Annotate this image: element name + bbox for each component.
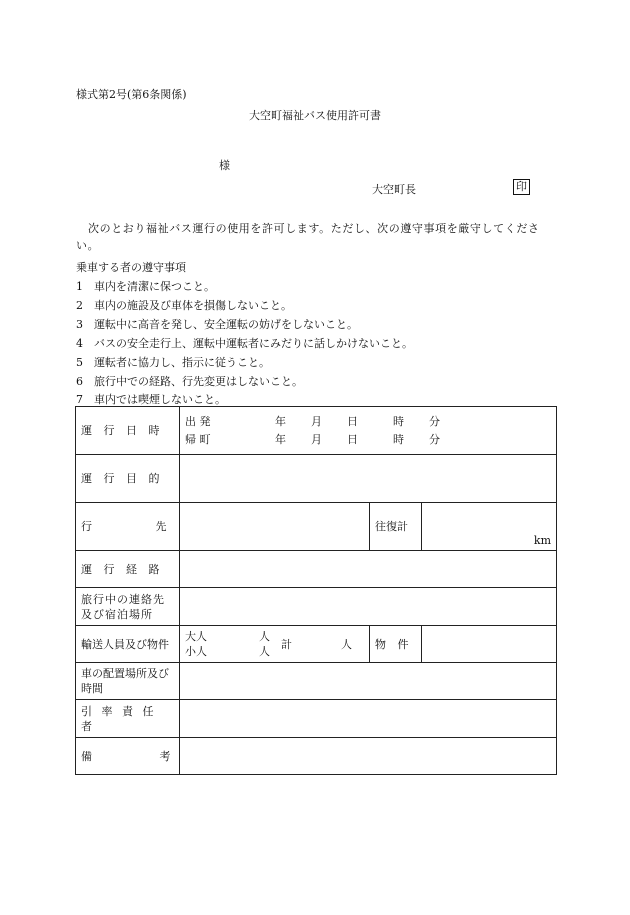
row-operation-datetime <box>76 407 557 455</box>
contact-label: 旅行中の連絡先及び宿泊場所 <box>76 588 180 626</box>
month-unit: 月 <box>311 433 322 446</box>
contact-field[interactable] <box>180 588 557 626</box>
day-unit: 日 <box>347 415 358 428</box>
row-transport <box>76 626 557 663</box>
transport-field[interactable] <box>180 626 370 663</box>
children-label: 小人 <box>185 645 207 658</box>
purpose-label: 運 行 目 的 <box>76 455 180 503</box>
vehicle-place-field[interactable] <box>180 663 557 700</box>
row-route <box>76 551 557 588</box>
year-unit: 年 <box>275 433 286 446</box>
minute-unit: 分 <box>429 433 440 446</box>
row-leader <box>76 700 557 738</box>
total-label: 計 <box>281 637 292 651</box>
remarks-label: 備 考 <box>76 738 180 775</box>
return-label: 帰 町 <box>185 433 211 446</box>
row-remarks <box>76 738 557 775</box>
year-unit: 年 <box>275 415 286 428</box>
rules-heading: 乗車する者の遵守事項 <box>76 261 186 274</box>
row-vehicle-place <box>76 663 557 700</box>
vehicle-place-label: 車の配置場所及び時間 <box>76 663 180 700</box>
row-destination <box>76 503 557 551</box>
purpose-field[interactable] <box>180 455 557 503</box>
operation-datetime-label: 運 行 日 時 <box>76 407 180 455</box>
goods-label: 物 件 <box>370 626 422 663</box>
rule-item: 4 バスの安全走行上、運転中運転者にみだりに話しかけないこと。 <box>76 337 413 350</box>
application-table <box>75 406 557 775</box>
round-trip-field[interactable] <box>422 503 557 551</box>
person-unit: 人 <box>341 637 352 651</box>
hour-unit: 時 <box>393 433 404 446</box>
row-purpose <box>76 455 557 503</box>
leader-label: 引 率 責 任 者 <box>76 700 180 738</box>
transport-label: 輸送人員及び物件 <box>76 626 180 663</box>
intro-text: 次のとおり福祉バス運行の使用を許可します。ただし、次の遵守事項を厳守してください。 <box>76 222 540 252</box>
rule-item: 6 旅行中での経路、行先変更はしないこと。 <box>76 375 303 388</box>
issuer-name: 大空町長 <box>372 183 416 196</box>
operation-datetime-field[interactable] <box>180 407 557 455</box>
hour-unit: 時 <box>393 415 404 428</box>
person-unit: 人 <box>259 645 270 658</box>
day-unit: 日 <box>347 433 358 446</box>
month-unit: 月 <box>311 415 322 428</box>
round-trip-label: 往復計 <box>370 503 422 551</box>
destination-label: 行 先 <box>76 503 180 551</box>
rule-item: 1 車内を清潔に保つこと。 <box>76 280 215 293</box>
document-title: 大空町福祉バス使用許可書 <box>249 109 381 122</box>
goods-field[interactable] <box>422 626 557 663</box>
destination-field[interactable] <box>180 503 370 551</box>
person-unit: 人 <box>259 630 270 643</box>
seal-mark: 印 <box>513 179 530 195</box>
route-field[interactable] <box>180 551 557 588</box>
minute-unit: 分 <box>429 415 440 428</box>
rule-item: 7 車内では喫煙しないこと。 <box>76 393 226 406</box>
rule-item: 5 運転者に協力し、指示に従うこと。 <box>76 356 270 369</box>
depart-label: 出 発 <box>185 415 211 428</box>
adults-label: 大人 <box>185 630 207 643</box>
salutation: 様 <box>219 159 230 172</box>
form-number: 様式第2号(第6条関係) <box>76 88 187 101</box>
rule-item: 2 車内の施設及び車体を損傷しないこと。 <box>76 299 292 312</box>
leader-field[interactable] <box>180 700 557 738</box>
km-unit: km <box>533 534 552 547</box>
row-contact <box>76 588 557 626</box>
route-label: 運 行 経 路 <box>76 551 180 588</box>
rule-item: 3 運転中に高音を発し、安全運転の妨げをしないこと。 <box>76 318 358 331</box>
remarks-field[interactable] <box>180 738 557 775</box>
